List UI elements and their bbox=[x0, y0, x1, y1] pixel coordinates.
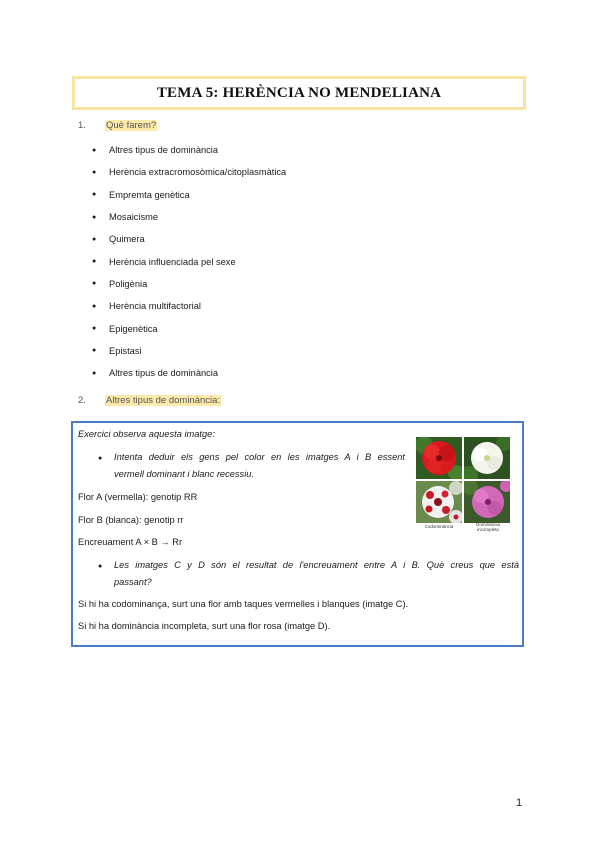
answer-incomplete-dominance: Si hi ha dominància incompleta, surt una flor rosa (imatge D). bbox=[78, 621, 331, 631]
pink-flower-image bbox=[464, 481, 510, 523]
white-flower-image bbox=[464, 437, 510, 479]
bullet-icon: ● bbox=[92, 146, 97, 154]
list-item: ● Altres tipus de dominància bbox=[92, 145, 219, 156]
bullet-icon: ● bbox=[92, 235, 97, 243]
bullet-icon: ● bbox=[92, 280, 97, 288]
list-item: ● Mosaicisme bbox=[92, 212, 159, 223]
bullet-icon: ● bbox=[92, 213, 97, 221]
flor-a-genotype: Flor A (vermella): genotip RR bbox=[78, 492, 198, 502]
caption-incomplete-dominance: Dominància incompleta bbox=[476, 522, 500, 532]
bullet-icon: ● bbox=[92, 302, 97, 310]
bullet-icon: ● bbox=[92, 369, 97, 377]
list-item: ● Epigenètica bbox=[92, 323, 158, 334]
section-2-number: 2. bbox=[78, 394, 86, 406]
page-title: TEMA 5: HERÈNCIA NO MENDELIANA bbox=[156, 84, 442, 101]
section-2-heading bbox=[78, 393, 221, 407]
section-1-heading bbox=[78, 118, 157, 132]
page-number: 1 bbox=[516, 797, 523, 809]
list-item: ● Quimera bbox=[92, 234, 145, 245]
answer-codominance: Si hi ha codominança, surt una flor amb taques vermelles i blanques (imatge C). bbox=[78, 599, 409, 609]
red-flower-image bbox=[416, 437, 462, 479]
section-2-title: Altres tipus de dominància: bbox=[106, 394, 221, 406]
bullet-icon: ● bbox=[92, 191, 97, 199]
topics-list bbox=[92, 139, 286, 384]
exercise-bullet-1-line-2: vermell dominant i blanc recessiu. bbox=[114, 469, 255, 479]
exercise-bullet-1-line-1: Intenta deduir els gens pel color en les imatges A i B essent bbox=[114, 452, 405, 462]
flower-images bbox=[416, 437, 512, 532]
bullet-icon: ● bbox=[98, 455, 103, 462]
bullet-icon: ● bbox=[92, 347, 97, 355]
list-item: ● Herència influenciada pel sexe bbox=[92, 256, 236, 267]
exercise-box bbox=[71, 421, 524, 647]
list-item: ● Epistasi bbox=[92, 345, 142, 356]
flor-b-genotype: Flor B (blanca): genotip rr bbox=[78, 515, 184, 525]
list-item: ● Herència multifactorial bbox=[92, 301, 201, 312]
section-1-number: 1. bbox=[78, 119, 86, 131]
cross-result: Encreuament A × B → Rr bbox=[78, 537, 183, 547]
list-item: ● Empremta genètica bbox=[92, 189, 190, 200]
list-item: ● Altres tipus de dominància bbox=[92, 368, 219, 379]
codominance-flower-image bbox=[416, 481, 462, 523]
bullet-icon: ● bbox=[92, 325, 97, 333]
exercise-bullet-2-line-1: Les imatges C y D són el resultat de l'encreuament entre A i B. Què creus que està bbox=[114, 560, 519, 570]
caption-codominance: Codominància bbox=[424, 524, 454, 529]
list-item: ● Herència extracromosòmica/citoplasmàtica bbox=[92, 167, 287, 178]
title-box bbox=[72, 76, 526, 110]
exercise-intro: Exercici observa aquesta imatge: bbox=[78, 429, 215, 439]
list-item: ● Poligènia bbox=[92, 278, 148, 289]
bullet-icon: ● bbox=[92, 258, 97, 266]
bullet-icon: ● bbox=[92, 168, 97, 176]
bullet-icon: ● bbox=[98, 563, 103, 570]
exercise-bullet-2-line-2: passant? bbox=[114, 577, 152, 587]
section-1-title: Què farem? bbox=[106, 119, 157, 131]
